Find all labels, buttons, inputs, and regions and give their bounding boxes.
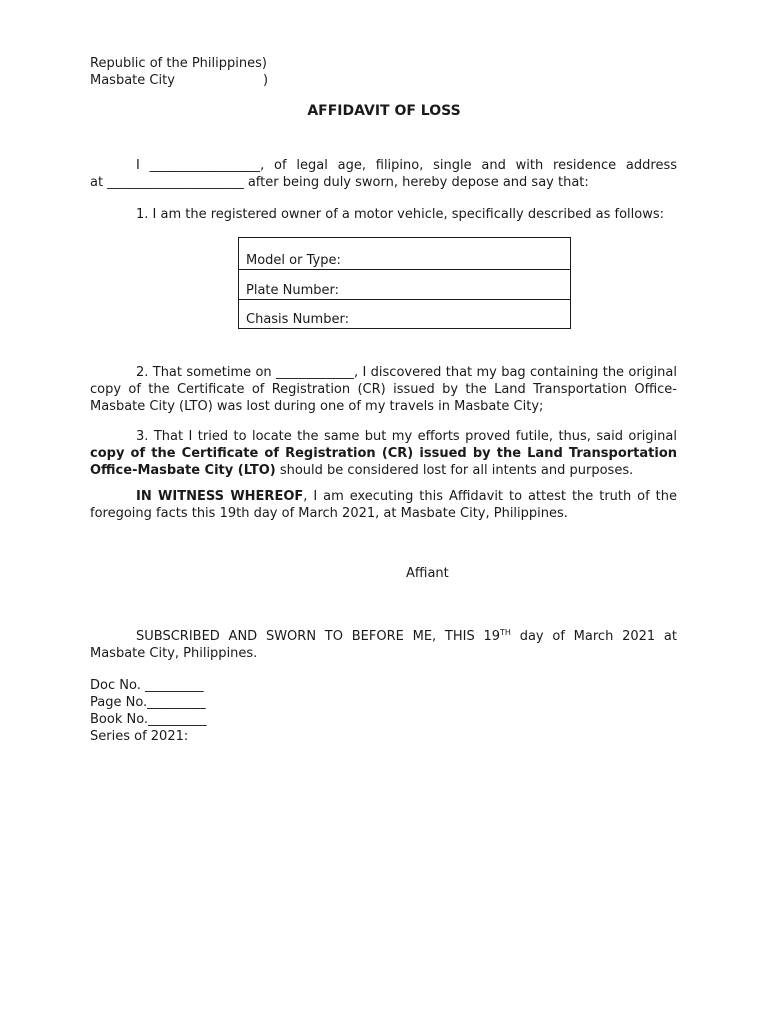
subscribed-tail: day of March 2021 at Masbate City, Philippines.: [90, 629, 677, 661]
item-3-bold: copy of the Certificate of Registration (CR) issued by the Land Transportation Office-Masbate City (LTO): [90, 446, 677, 478]
venue-city: Masbate City: [90, 73, 175, 88]
vehicle-table: [238, 237, 571, 329]
item-3: [90, 428, 677, 479]
model-type-cell: Model or Type:: [239, 238, 571, 270]
item-1: 1. I am the registered owner of a motor vehicle, specifically described as follows:: [136, 207, 664, 222]
subscribed-sup: TH: [500, 628, 511, 637]
venue-country: Republic of the Philippines): [90, 56, 267, 71]
intro-paragraph: [90, 157, 677, 191]
venue-paren: ): [263, 73, 269, 88]
witness-bold: IN WITNESS WHEREOF: [136, 489, 304, 504]
subscribed-paragraph: [90, 628, 677, 662]
affiant-label: Affiant: [406, 566, 449, 581]
intro-line-2: at _____________________ after being duly sworn, hereby depose and say that:: [90, 175, 589, 190]
item-3-tail: should be considered lost for all intents and purposes.: [275, 463, 634, 478]
series: Series of 2021:: [90, 729, 189, 744]
plate-number-cell: Plate Number:: [239, 270, 571, 300]
page-title: AFFIDAVIT OF LOSS: [307, 103, 461, 119]
doc-no: Doc No. _________: [90, 678, 204, 693]
notarial-block: [90, 677, 390, 745]
intro-line-1: I _________________, of legal age, filipino, single and with residence address: [136, 158, 677, 173]
subscribed-lead: SUBSCRIBED AND SWORN TO BEFORE ME, THIS 19: [136, 629, 501, 644]
item-2: 2. That sometime on ____________, I discovered that my bag containing the original copy of the Certificate of Registration (CR) issued by the Land Transportation Office-Masbate City (LTO) was lost during one of my travels in Masbate City;: [90, 365, 677, 414]
venue-city-row: [90, 72, 390, 89]
page-no: Page No._________: [90, 695, 206, 710]
item-3-lead: 3. That I tried to locate the same but my efforts proved futile, thus, said original: [136, 429, 677, 444]
book-no: Book No._________: [90, 712, 207, 727]
chasis-number-cell: Chasis Number:: [239, 300, 571, 329]
witness-text: , I am executing this Affidavit to attest the truth of the foregoing facts this 19th day of March 2021, at Masbate City, Philippines.: [90, 489, 677, 521]
witness-paragraph: [90, 488, 677, 522]
venue-block: [90, 55, 390, 89]
